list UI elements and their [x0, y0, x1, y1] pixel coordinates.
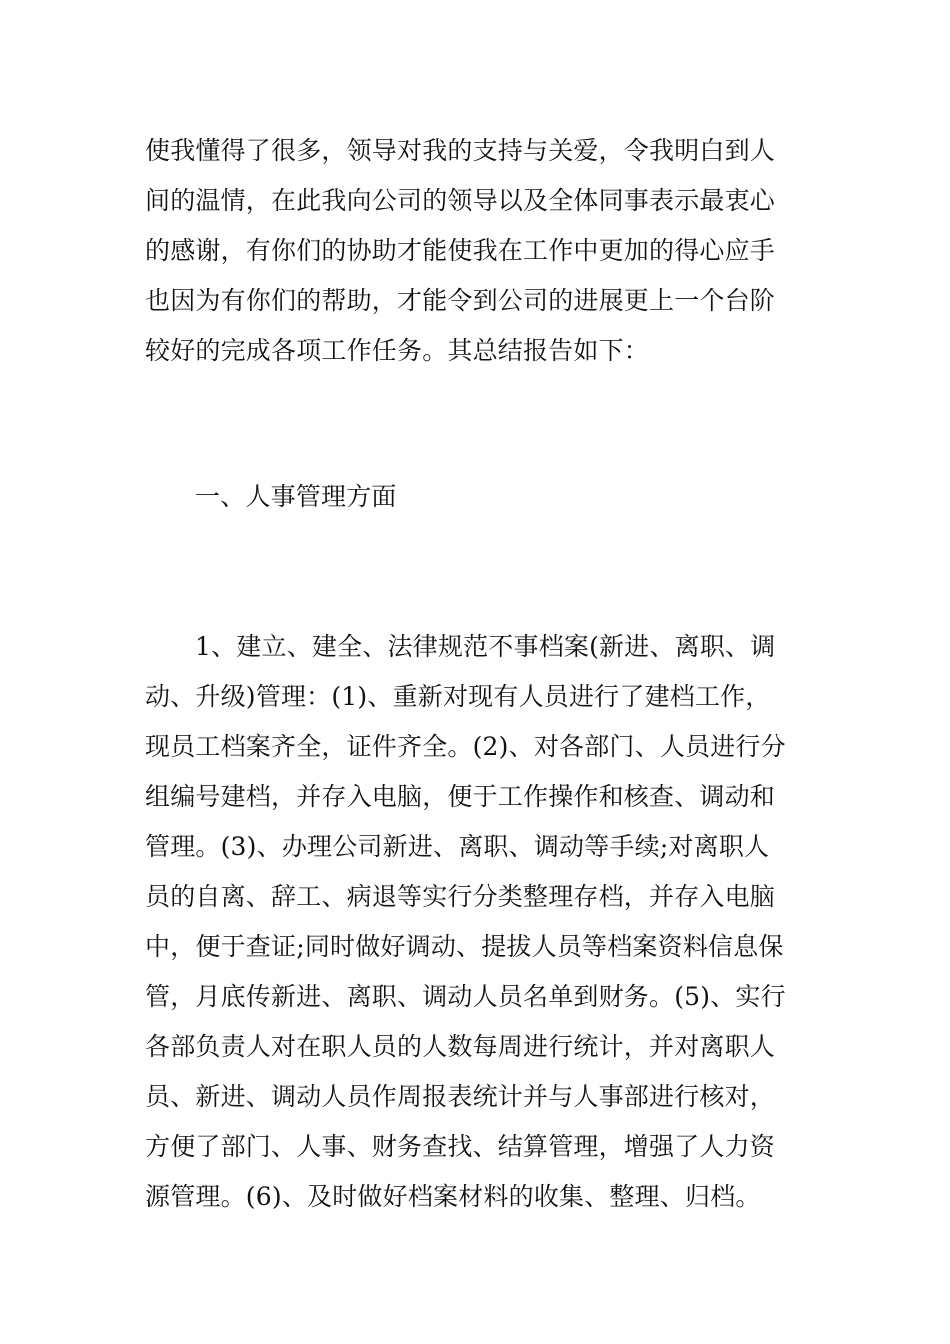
item-line: 员的自离、辞工、病退等实行分类整理存档，并存入电脑	[145, 882, 776, 911]
item-line: 现员工档案齐全，证件齐全。(2)、对各部门、人员进行分	[145, 732, 786, 761]
section-heading: 一、人事管理方面	[195, 482, 397, 511]
intro-line: 使我懂得了很多，领导对我的支持与关爱，令我明白到人	[145, 136, 776, 165]
item-line: 组编号建档，并存入电脑，便于工作操作和核查、调动和	[145, 782, 776, 811]
intro-line: 较好的完成各项工作任务。其总结报告如下：	[145, 336, 650, 365]
item-line: 管理。(3)、办理公司新进、离职、调动等手续;对离职人	[145, 832, 770, 861]
item-line: 各部负责人对在职人员的人数每周进行统计，并对离职人	[145, 1032, 776, 1061]
item-line: 1、建立、建全、法律规范不事档案(新进、离职、调	[195, 632, 776, 661]
item-line: 管，月底传新进、离职、调动人员名单到财务。(5)、实行	[145, 982, 786, 1011]
item-line: 中，便于查证;同时做好调动、提拔人员等档案资料信息保	[145, 932, 784, 961]
item-line: 动、升级)管理：(1)、重新对现有人员进行了建档工作，	[145, 682, 771, 711]
intro-line: 也因为有你们的帮助，才能令到公司的进展更上一个台阶	[145, 286, 776, 315]
item-line: 源管理。(6)、及时做好档案材料的收集、整理、归档。	[145, 1182, 761, 1211]
item-line: 方便了部门、人事、财务查找、结算管理，增强了人力资	[145, 1132, 776, 1161]
intro-line: 的感谢，有你们的协助才能使我在工作中更加的得心应手	[145, 236, 776, 265]
item-line: 员、新进、调动人员作周报表统计并与人事部进行核对，	[145, 1082, 776, 1111]
intro-line: 间的温情，在此我向公司的领导以及全体同事表示最衷心	[145, 186, 776, 215]
